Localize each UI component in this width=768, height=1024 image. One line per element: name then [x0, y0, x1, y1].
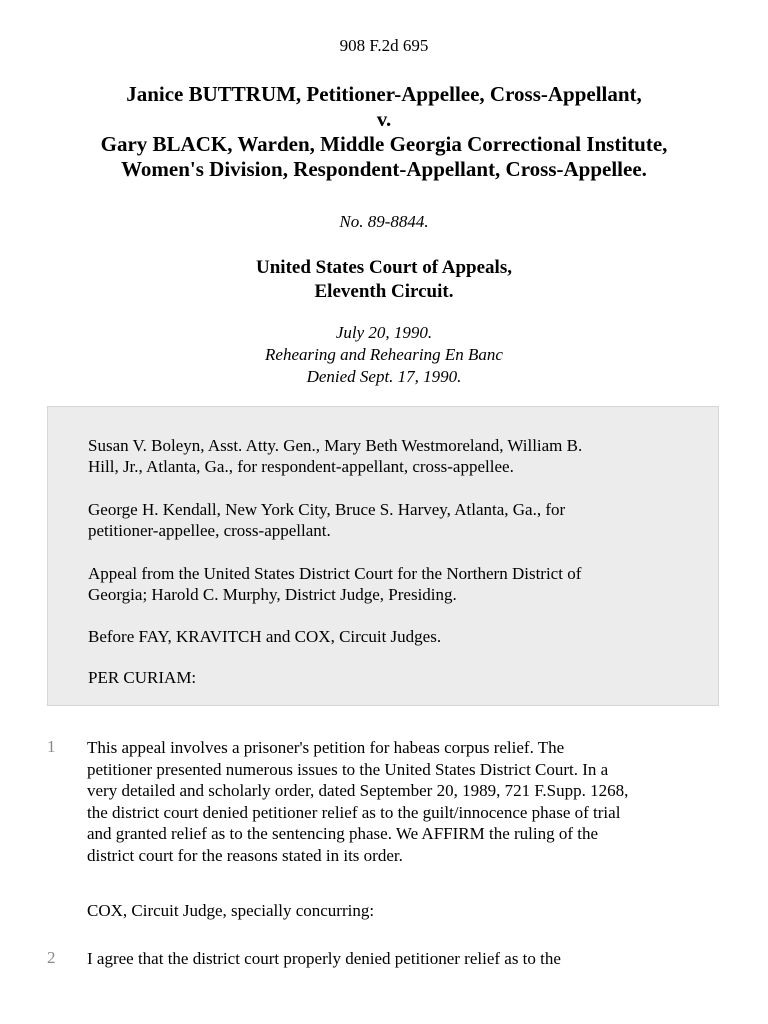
counsel-petitioner: [88, 499, 688, 541]
decided-date: July 20, 1990.: [335, 323, 433, 342]
court-name-line2: Eleventh Circuit.: [314, 281, 454, 302]
appeal-from-line: Georgia; Harold C. Murphy, District Judge, Presiding.: [88, 585, 457, 604]
paragraph-line: very detailed and scholarly order, dated September 20, 1989, 721 F.Supp. 1268,: [87, 781, 629, 800]
rehearing-note: Rehearing and Rehearing En Banc: [265, 345, 503, 364]
decision-dates: [0, 322, 768, 388]
caption-respondent-cont: Women's Division, Respondent-Appellant, Cross-Appellee.: [121, 157, 647, 181]
per-curiam-label: PER CURIAM:: [88, 668, 197, 687]
paragraph-line: petitioner presented numerous issues to the United States District Court. In a: [87, 759, 609, 779]
rehearing-denied-date: Denied Sept. 17, 1990.: [306, 367, 462, 386]
reporter-citation: 908 F.2d 695: [339, 36, 429, 55]
counsel-respondent: [88, 435, 688, 477]
paragraph-line: This appeal involves a prisoner's petition for habeas corpus relief. The: [87, 738, 565, 757]
counsel-respondent-line: Susan V. Boleyn, Asst. Atty. Gen., Mary Beth Westmoreland, William B.: [88, 436, 583, 455]
caption-versus: v.: [376, 107, 392, 131]
appeal-from-line: Appeal from the United States District Court for the Northern District of: [88, 564, 582, 583]
appeal-from: [88, 563, 688, 605]
paragraph-1: [87, 737, 737, 866]
court-name: [0, 256, 768, 304]
caption-respondent: Gary BLACK, Warden, Middle Georgia Correctional Institute,: [100, 132, 668, 156]
paragraph-line: and granted relief as to the sentencing phase. We AFFIRM the ruling of the: [87, 824, 599, 843]
caption-petitioner: Janice BUTTRUM, Petitioner-Appellee, Cross-Appellant,: [126, 82, 642, 106]
paragraph-line: district court for the reasons stated in its order.: [87, 845, 403, 865]
court-name-line1: United States Court of Appeals,: [256, 257, 512, 278]
counsel-petitioner-line: George H. Kendall, New York City, Bruce S. Harvey, Atlanta, Ga., for: [88, 500, 566, 519]
case-caption: [0, 82, 768, 182]
paragraph-line: I agree that the district court properly denied petitioner relief as to the: [87, 949, 561, 968]
docket-number: No. 89-8844.: [339, 212, 429, 231]
paragraph-2: [87, 948, 737, 970]
paragraph-number: 2: [47, 948, 56, 967]
paragraph-number: 1: [47, 737, 56, 756]
opinion-header-box: [47, 406, 719, 706]
panel-judges: Before FAY, KRAVITCH and COX, Circuit Judges.: [88, 627, 442, 646]
paragraph-line: the district court denied petitioner relief as to the guilt/innocence phase of trial: [87, 802, 621, 822]
counsel-respondent-line: Hill, Jr., Atlanta, Ga., for respondent-appellant, cross-appellee.: [88, 457, 514, 476]
concurrence-heading: COX, Circuit Judge, specially concurring:: [87, 901, 375, 920]
counsel-petitioner-line: petitioner-appellee, cross-appellant.: [88, 521, 331, 540]
